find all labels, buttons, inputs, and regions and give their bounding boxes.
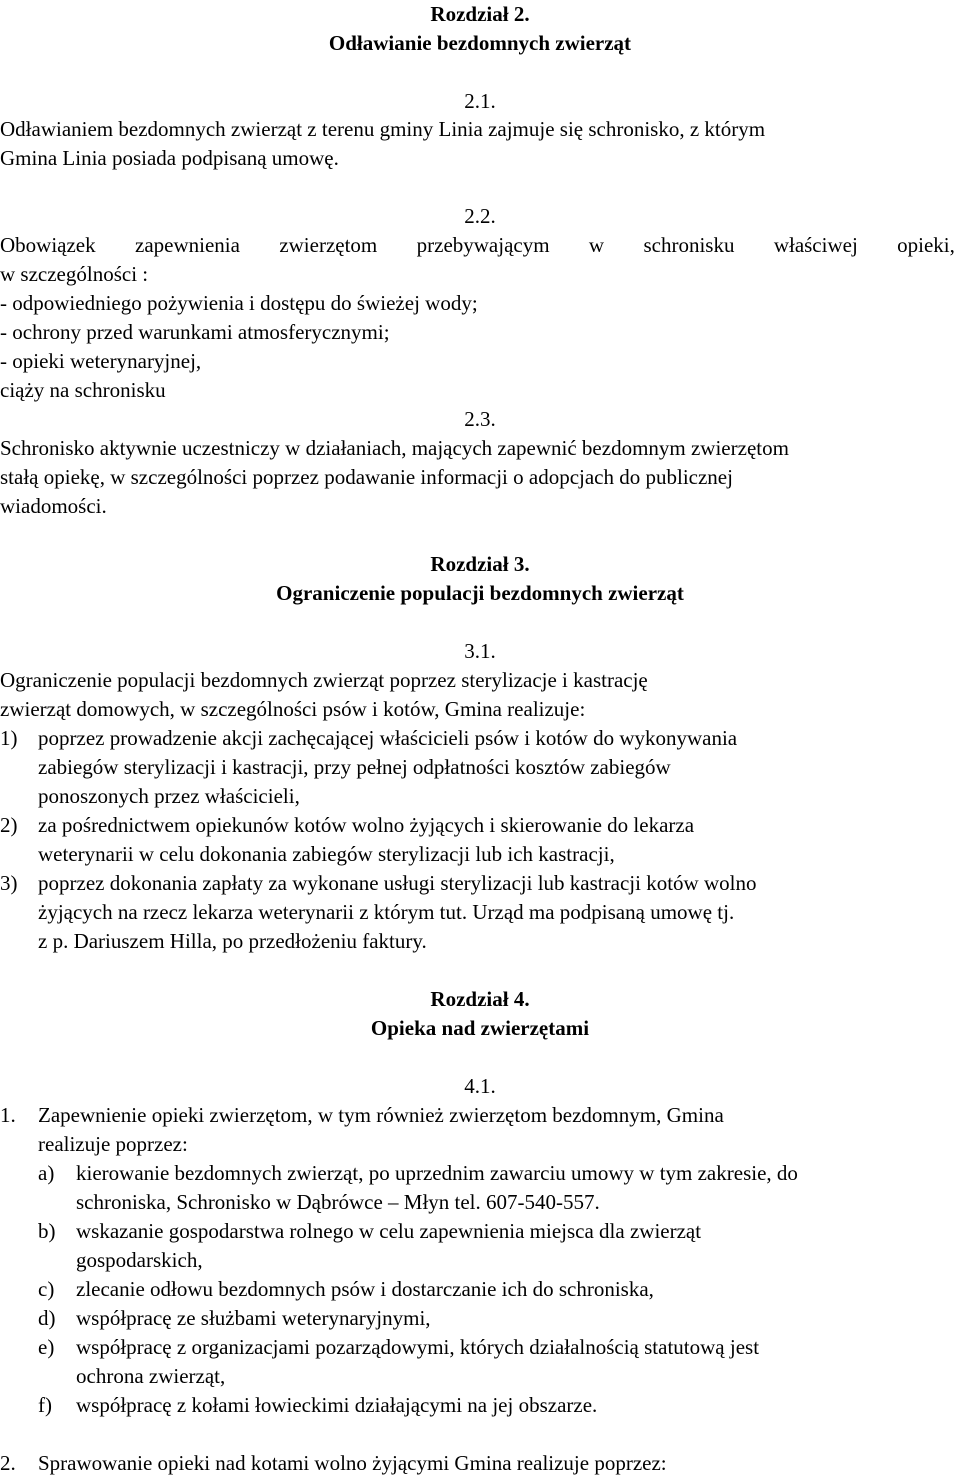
section-4-1-number: 4.1.	[464, 1074, 496, 1098]
item-e-line-1: współpracę z organizacjami pozarządowymi, których działalnością statutową jest	[76, 1335, 760, 1359]
paragraph-1-line-2: realizuje poprzez:	[38, 1132, 188, 1156]
section-2-2-item-3: - opieki weterynaryjnej,	[0, 349, 202, 373]
item-1-line-2: zabiegów sterylizacji i kastracji, przy pełnej odpłatności kosztów zabiegów	[38, 755, 671, 779]
word: Obowiązek	[0, 233, 96, 257]
item-b-line-2: gospodarskich,	[76, 1248, 203, 1272]
word: przebywającym	[416, 233, 550, 257]
section-2-1-number: 2.1.	[464, 89, 496, 113]
list-label-2: 2)	[0, 813, 18, 837]
chapter-3-title: Rozdział 3.	[430, 552, 530, 576]
list-label-f: f)	[38, 1393, 52, 1417]
paragraph-2-line-1: Sprawowanie opieki nad kotami wolno żyjącymi Gmina realizuje poprzez:	[38, 1451, 667, 1475]
paragraph-1-line-1: Zapewnienie opieki zwierzętom, w tym również zwierzętom bezdomnym, Gmina	[38, 1103, 724, 1127]
section-2-3-number: 2.3.	[464, 407, 496, 431]
section-2-2-item-1: - odpowiedniego pożywienia i dostępu do świeżej wody;	[0, 291, 478, 315]
word: opieki,	[897, 233, 955, 257]
item-3-line-3: z p. Dariuszem Hilla, po przedłożeniu faktury.	[38, 929, 427, 953]
item-c-line-1: zlecanie odłowu bezdomnych psów i dostarczanie ich do schroniska,	[76, 1277, 654, 1301]
chapter-2-subtitle: Odławianie bezdomnych zwierząt	[328, 31, 632, 55]
section-2-3-line-1: Schronisko aktywnie uczestniczy w działaniach, mających zapewnić bezdomnym zwierzętom	[0, 436, 789, 460]
list-label-e: e)	[38, 1335, 55, 1359]
list-label-b: b)	[38, 1219, 56, 1243]
word: w	[588, 233, 605, 257]
section-2-2-line-end: ciąży na schronisku	[0, 378, 166, 402]
section-2-2-line-1	[0, 231, 955, 260]
item-3-line-1: poprzez dokonania zapłaty za wykonane usługi sterylizacji lub kastracji kotów wolno	[38, 871, 757, 895]
chapter-4-title: Rozdział 4.	[430, 987, 530, 1011]
item-f-line-1: współpracę z kołami łowieckimi działającymi na jej obszarze.	[76, 1393, 598, 1417]
list-label-1: 1)	[0, 726, 18, 750]
chapter-3-subtitle: Ograniczenie populacji bezdomnych zwierząt	[276, 581, 684, 605]
section-3-1-intro-1: Ograniczenie populacji bezdomnych zwierząt poprzez sterylizacje i kastrację	[0, 668, 648, 692]
chapter-4-subtitle: Opieka nad zwierzętami	[370, 1016, 590, 1040]
item-d-line-1: współpracę ze służbami weterynaryjnymi,	[76, 1306, 431, 1330]
item-e-line-2: ochrona zwierząt,	[76, 1364, 226, 1388]
word: zapewnienia	[135, 233, 240, 257]
section-2-2-line-2: w szczególności :	[0, 262, 149, 286]
chapter-2-title: Rozdział 2.	[430, 2, 530, 26]
section-2-3-line-2: stałą opiekę, w szczególności poprzez podawanie informacji o adopcjach do publicznej	[0, 465, 733, 489]
paragraph-label-2: 2.	[0, 1451, 16, 1475]
item-b-line-1: wskazanie gospodarstwa rolnego w celu zapewnienia miejsca dla zwierząt	[76, 1219, 702, 1243]
paragraph-label-1: 1.	[0, 1103, 16, 1127]
list-label-a: a)	[38, 1161, 55, 1185]
item-a-line-2: schroniska, Schronisko w Dąbrówce – Młyn tel. 607-540-557.	[76, 1190, 600, 1214]
item-1-line-3: ponoszonych przez właścicieli,	[38, 784, 300, 808]
section-2-1-line-2: Gmina Linia posiada podpisaną umowę.	[0, 146, 339, 170]
section-3-1-number: 3.1.	[464, 639, 496, 663]
section-2-2-item-2: - ochrony przed warunkami atmosferycznymi;	[0, 320, 390, 344]
word: zwierzętom	[279, 233, 378, 257]
item-1-line-1: poprzez prowadzenie akcji zachęcającej właścicieli psów i kotów do wykonywania	[38, 726, 738, 750]
section-2-1-line-1: Odławianiem bezdomnych zwierząt z terenu gminy Linia zajmuje się schronisko, z którym	[0, 117, 766, 141]
section-3-1-intro-2: zwierząt domowych, w szczególności psów i kotów, Gmina realizuje:	[0, 697, 586, 721]
item-a-line-1: kierowanie bezdomnych zwierząt, po uprzednim zawarciu umowy w tym zakresie, do	[76, 1161, 798, 1185]
item-2-line-1: za pośrednictwem opiekunów kotów wolno żyjących i skierowanie do lekarza	[38, 813, 695, 837]
section-2-3-line-3: wiadomości.	[0, 494, 107, 518]
word: schronisku	[643, 233, 735, 257]
word: właściwej	[773, 233, 858, 257]
list-label-c: c)	[38, 1277, 55, 1301]
item-3-line-2: żyjących na rzecz lekarza weterynarii z którym tut. Urząd ma podpisaną umowę tj.	[38, 900, 735, 924]
list-label-3: 3)	[0, 871, 18, 895]
section-2-2-number: 2.2.	[464, 204, 496, 228]
list-label-d: d)	[38, 1306, 56, 1330]
item-2-line-2: weterynarii w celu dokonania zabiegów sterylizacji lub ich kastracji,	[38, 842, 615, 866]
